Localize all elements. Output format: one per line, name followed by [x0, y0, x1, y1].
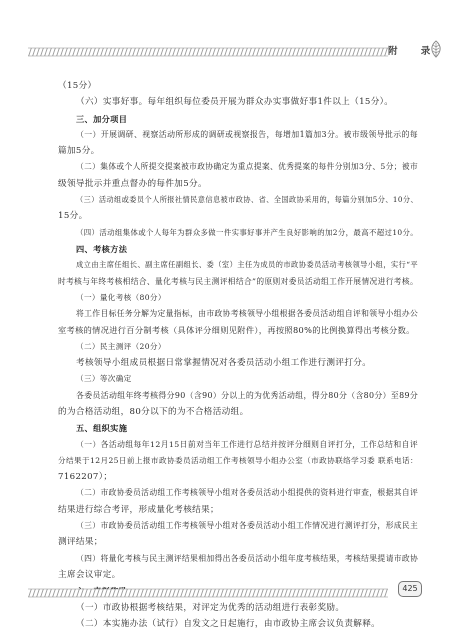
text-line: （一）各活动组每年12月15日前对当年工作进行总结并按评分细则自评打分，工作总结和自评 [76, 439, 418, 449]
text-line: （三）活动组或委员个人所报社情民意信息被市政协、省、全国政协采用的，每篇分别加5分、10分、 [76, 195, 418, 205]
text-line: 各委员活动组年终考核得分90（含90）分以上的为优秀活动组，得分80分（含80分）至89分 [76, 390, 418, 400]
text-line: 室考核的情况进行百分制考核（具体评分细则见附件），再按照80%的比例换算得出考核分数。 [58, 325, 415, 336]
text-line: 主席会议审定。 [58, 569, 121, 580]
document-body [58, 78, 418, 632]
text-line: （三）市政协委员活动组工作考核领导小组对各委员活动小组工作情况进行测评打分，形成民主 [76, 521, 418, 531]
text-line: 篇加5分。 [58, 146, 100, 157]
text-line: 成立由主席任组长、副主席任副组长、委（室）主任为成员的市政协委员活动考核领导小组，实行“平 [76, 260, 418, 270]
text-line: 的为合格活动组，80分以下的为不合格活动组。 [58, 406, 249, 417]
text-line: （二）市政协委员活动组工作考核领导小组对各委员活动小组提供的资料进行审查，根据其自评 [76, 488, 418, 498]
header-title: 附 录 [388, 46, 441, 57]
subsection-heading: （一）量化考核（80分） [76, 292, 166, 302]
text-line: 考核领导小组成员根据日常掌握情况对各委员活动小组工作进行测评打分。 [76, 358, 372, 369]
section-heading: 四、考核方法 [76, 243, 128, 254]
text-line: （一）市政协根据考核结果，对评定为优秀的活动组进行表彰奖励。 [76, 602, 345, 613]
section-heading: 三、加分项目 [76, 113, 128, 124]
leaf-ornament-icon [428, 40, 444, 58]
text-line: （二）本实施办法（试行）自发文之日起施行，由市政协主席会议负责解释。 [76, 618, 381, 629]
text-line: 15分。 [58, 211, 88, 222]
text-line: 测评结果； [58, 537, 103, 548]
footer-decorative-band [28, 584, 388, 596]
section-heading: 五、组织实施 [76, 423, 128, 434]
text-line: （二）集体或个人所提交提案被市政协确定为重点提案、优秀提案的每件分别加3分、5分；被市 [76, 162, 418, 172]
text-line: （四）活动组集体或个人每年为群众多做一件实事好事并产生良好影响的加2分，最高不超过10分。 [76, 227, 418, 237]
text-line: （一）开展调研、视察活动所形成的调研或视察报告，每增加1篇加3分。被市级领导批示的每 [76, 129, 418, 139]
header-decorative-band [28, 46, 388, 58]
text-line: 结果进行综合考评，形成量化考核结果； [58, 504, 219, 515]
subsection-heading: （二）民主测评（20分） [76, 341, 166, 351]
text-line: （六）实事好事。每年组织每位委员开展为群众办实事做好事1件以上（15分）。 [76, 97, 394, 108]
text-line: 7162207）； [58, 472, 113, 483]
text-line: 将工作目标任务分解为定量指标，由市政协考核领导小组根据各委员活动组自评和领导小组办公 [76, 309, 418, 319]
text-line: 级领导批示并重点督办的每件加5分。 [58, 178, 207, 189]
text-line: （四）将量化考核与民主测评结果相加得出各委员活动小组年度考核结果，考核结果提请市政协 [76, 553, 418, 563]
text-line: 时考核与年终考核相结合、量化考核与民主测评相结合”的原则对委员活动组工作开展情况进行考核。 [58, 276, 418, 286]
text-line: 分结果于12月25日前上报市政协委员活动组工作考核领导小组办公室（市政协联络学习委 联系电话： [58, 455, 418, 465]
page-number: 425 [398, 581, 422, 597]
text-line: （15分） [58, 81, 97, 91]
subsection-heading: （三）等次确定 [76, 374, 132, 384]
